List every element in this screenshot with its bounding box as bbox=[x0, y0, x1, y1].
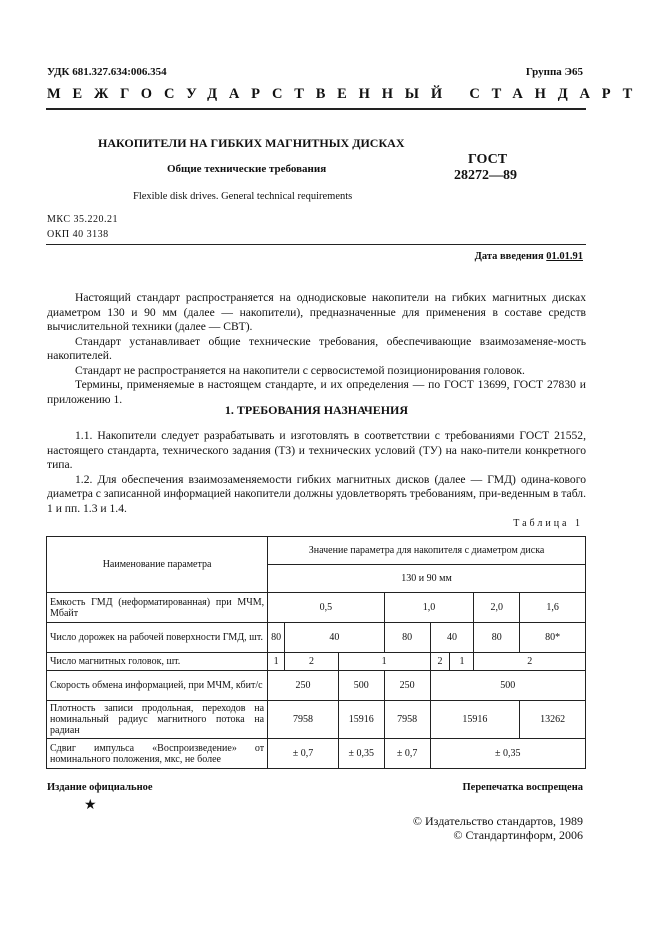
table-row bbox=[47, 653, 586, 671]
section-heading: 1. ТРЕБОВАНИЯ НАЗНАЧЕНИЯ bbox=[224, 403, 409, 417]
reprint-label: Перепечатка воспрещена bbox=[462, 782, 583, 793]
cell: 13262 bbox=[520, 701, 586, 739]
table-row bbox=[47, 739, 586, 769]
table-row bbox=[47, 593, 586, 623]
cell: ± 0,7 bbox=[268, 739, 339, 769]
cell: 40 bbox=[430, 623, 474, 653]
cell: 7958 bbox=[384, 701, 430, 739]
row-name: Число дорожек на рабочей поверхности ГМД, шт. bbox=[47, 623, 268, 653]
row-name: Число магнитных головок, шт. bbox=[47, 653, 268, 671]
cell: 500 bbox=[338, 671, 384, 701]
cell: 250 bbox=[384, 671, 430, 701]
cell: 500 bbox=[430, 671, 585, 701]
document-subtitle: Общие технические требования bbox=[167, 163, 327, 175]
group-code: Группа Э65 bbox=[525, 66, 583, 78]
cell: 1 bbox=[338, 653, 430, 671]
intro-paragraph: Стандарт устанавливает общие технические требования, обеспечивающие взаимозаменяе-мость накопителей. bbox=[47, 334, 586, 362]
cell: 80 bbox=[268, 623, 285, 653]
mks-code: МКС 35.220.21 bbox=[47, 214, 118, 225]
clause-1-1: 1.1. Накопители следует разрабатывать и изготовлять в соответствии с требованиями ГОСТ 21552, настоящего стандарта, технического задания (ТЗ) и технических условий (ТУ) на нако-пители конкретного типа. bbox=[47, 429, 586, 471]
date-label: Дата введения bbox=[474, 251, 544, 262]
standard-banner: МЕЖГОСУДАРСТВЕННЫЙ СТАНДАРТ bbox=[47, 86, 645, 102]
cell: 80 bbox=[384, 623, 430, 653]
document-title: НАКОПИТЕЛИ НА ГИБКИХ МАГНИТНЫХ ДИСКАХ bbox=[98, 136, 405, 150]
udk-code: УДК 681.327.634:006.354 bbox=[47, 66, 167, 78]
cell: ± 0,35 bbox=[430, 739, 585, 769]
cell: 0,5 bbox=[268, 593, 385, 623]
okp-code: ОКП 40 3138 bbox=[47, 229, 109, 240]
row-name: Скорость обмена информацией, при МЧМ, кбит/с bbox=[47, 671, 268, 701]
cell: 7958 bbox=[268, 701, 339, 739]
table-row bbox=[47, 671, 586, 701]
edition-label: Издание официальное bbox=[47, 782, 153, 793]
copyright-2: © Стандартинформ, 2006 bbox=[453, 828, 583, 842]
parameters-table bbox=[46, 536, 586, 769]
intro-paragraph: Термины, применяемые в настоящем стандарте, и их определения — по ГОСТ 13699, ГОСТ 27830 и приложению 1. bbox=[47, 378, 586, 406]
header-rule bbox=[46, 108, 586, 110]
cell: 1 bbox=[450, 653, 474, 671]
cell: 2 bbox=[474, 653, 586, 671]
title-rule bbox=[46, 244, 586, 245]
intro-paragraph: Стандарт не распространяется на накопители с сервосистемой позиционирования головок. bbox=[75, 363, 525, 377]
row-name: Сдвиг импульса «Воспроизведение» от номинального положения, мкс, не более bbox=[47, 739, 268, 769]
cell: 15916 bbox=[430, 701, 520, 739]
effective-date bbox=[475, 251, 583, 262]
cell: 80 bbox=[474, 623, 520, 653]
table-row bbox=[47, 623, 586, 653]
gost-label: ГОСТ bbox=[468, 152, 508, 167]
cell: 40 bbox=[285, 623, 385, 653]
cell: 1,0 bbox=[384, 593, 474, 623]
cell: 1,6 bbox=[520, 593, 586, 623]
intro-text bbox=[47, 291, 586, 407]
cell: 2,0 bbox=[474, 593, 520, 623]
param-header: Наименование параметра bbox=[47, 537, 268, 593]
cell: 1 bbox=[268, 653, 285, 671]
clause-1-2: 1.2. Для обеспечения взаимозаменяемости гибких магнитных дисков (далее — ГМД) одина-кового диаметра с записанной информацией накопители должны удовлетворять требованиям, при-веденным в табл. 1 и пп. 1.3 и 1.4. bbox=[47, 472, 586, 515]
table-row bbox=[47, 701, 586, 739]
diameter-header: 130 и 90 мм bbox=[268, 565, 586, 593]
date-value: 01.01.91 bbox=[546, 251, 583, 262]
star-icon: ★ bbox=[84, 798, 97, 813]
table-caption: Таблица 1 bbox=[513, 518, 583, 529]
cell: 250 bbox=[268, 671, 339, 701]
intro-paragraph: Настоящий стандарт распространяется на однодисковые накопители на гибких магнитных дисках диаметром 130 и 90 мм (далее — накопители), предназначенные для применения в составе средств вычислительной техники (далее — СВТ). bbox=[47, 291, 586, 333]
section-text bbox=[47, 429, 586, 516]
cell: 15916 bbox=[338, 701, 384, 739]
values-header: Значение параметра для накопителя с диаметром диска bbox=[268, 537, 586, 565]
copyright-1: © Издательство стандартов, 1989 bbox=[412, 814, 583, 828]
cell: 80* bbox=[520, 623, 586, 653]
cell: ± 0,7 bbox=[384, 739, 430, 769]
english-title: Flexible disk drives. General technical requirements bbox=[133, 191, 353, 202]
cell: ± 0,35 bbox=[338, 739, 384, 769]
row-name: Плотность записи продольная, переходов на номинальный радиус магнитного потока на радиан bbox=[47, 701, 268, 739]
cell: 2 bbox=[430, 653, 450, 671]
cell: 2 bbox=[285, 653, 339, 671]
gost-number: 28272—89 bbox=[454, 168, 517, 183]
row-name: Емкость ГМД (неформатированная) при МЧМ, Мбайт bbox=[47, 593, 268, 623]
